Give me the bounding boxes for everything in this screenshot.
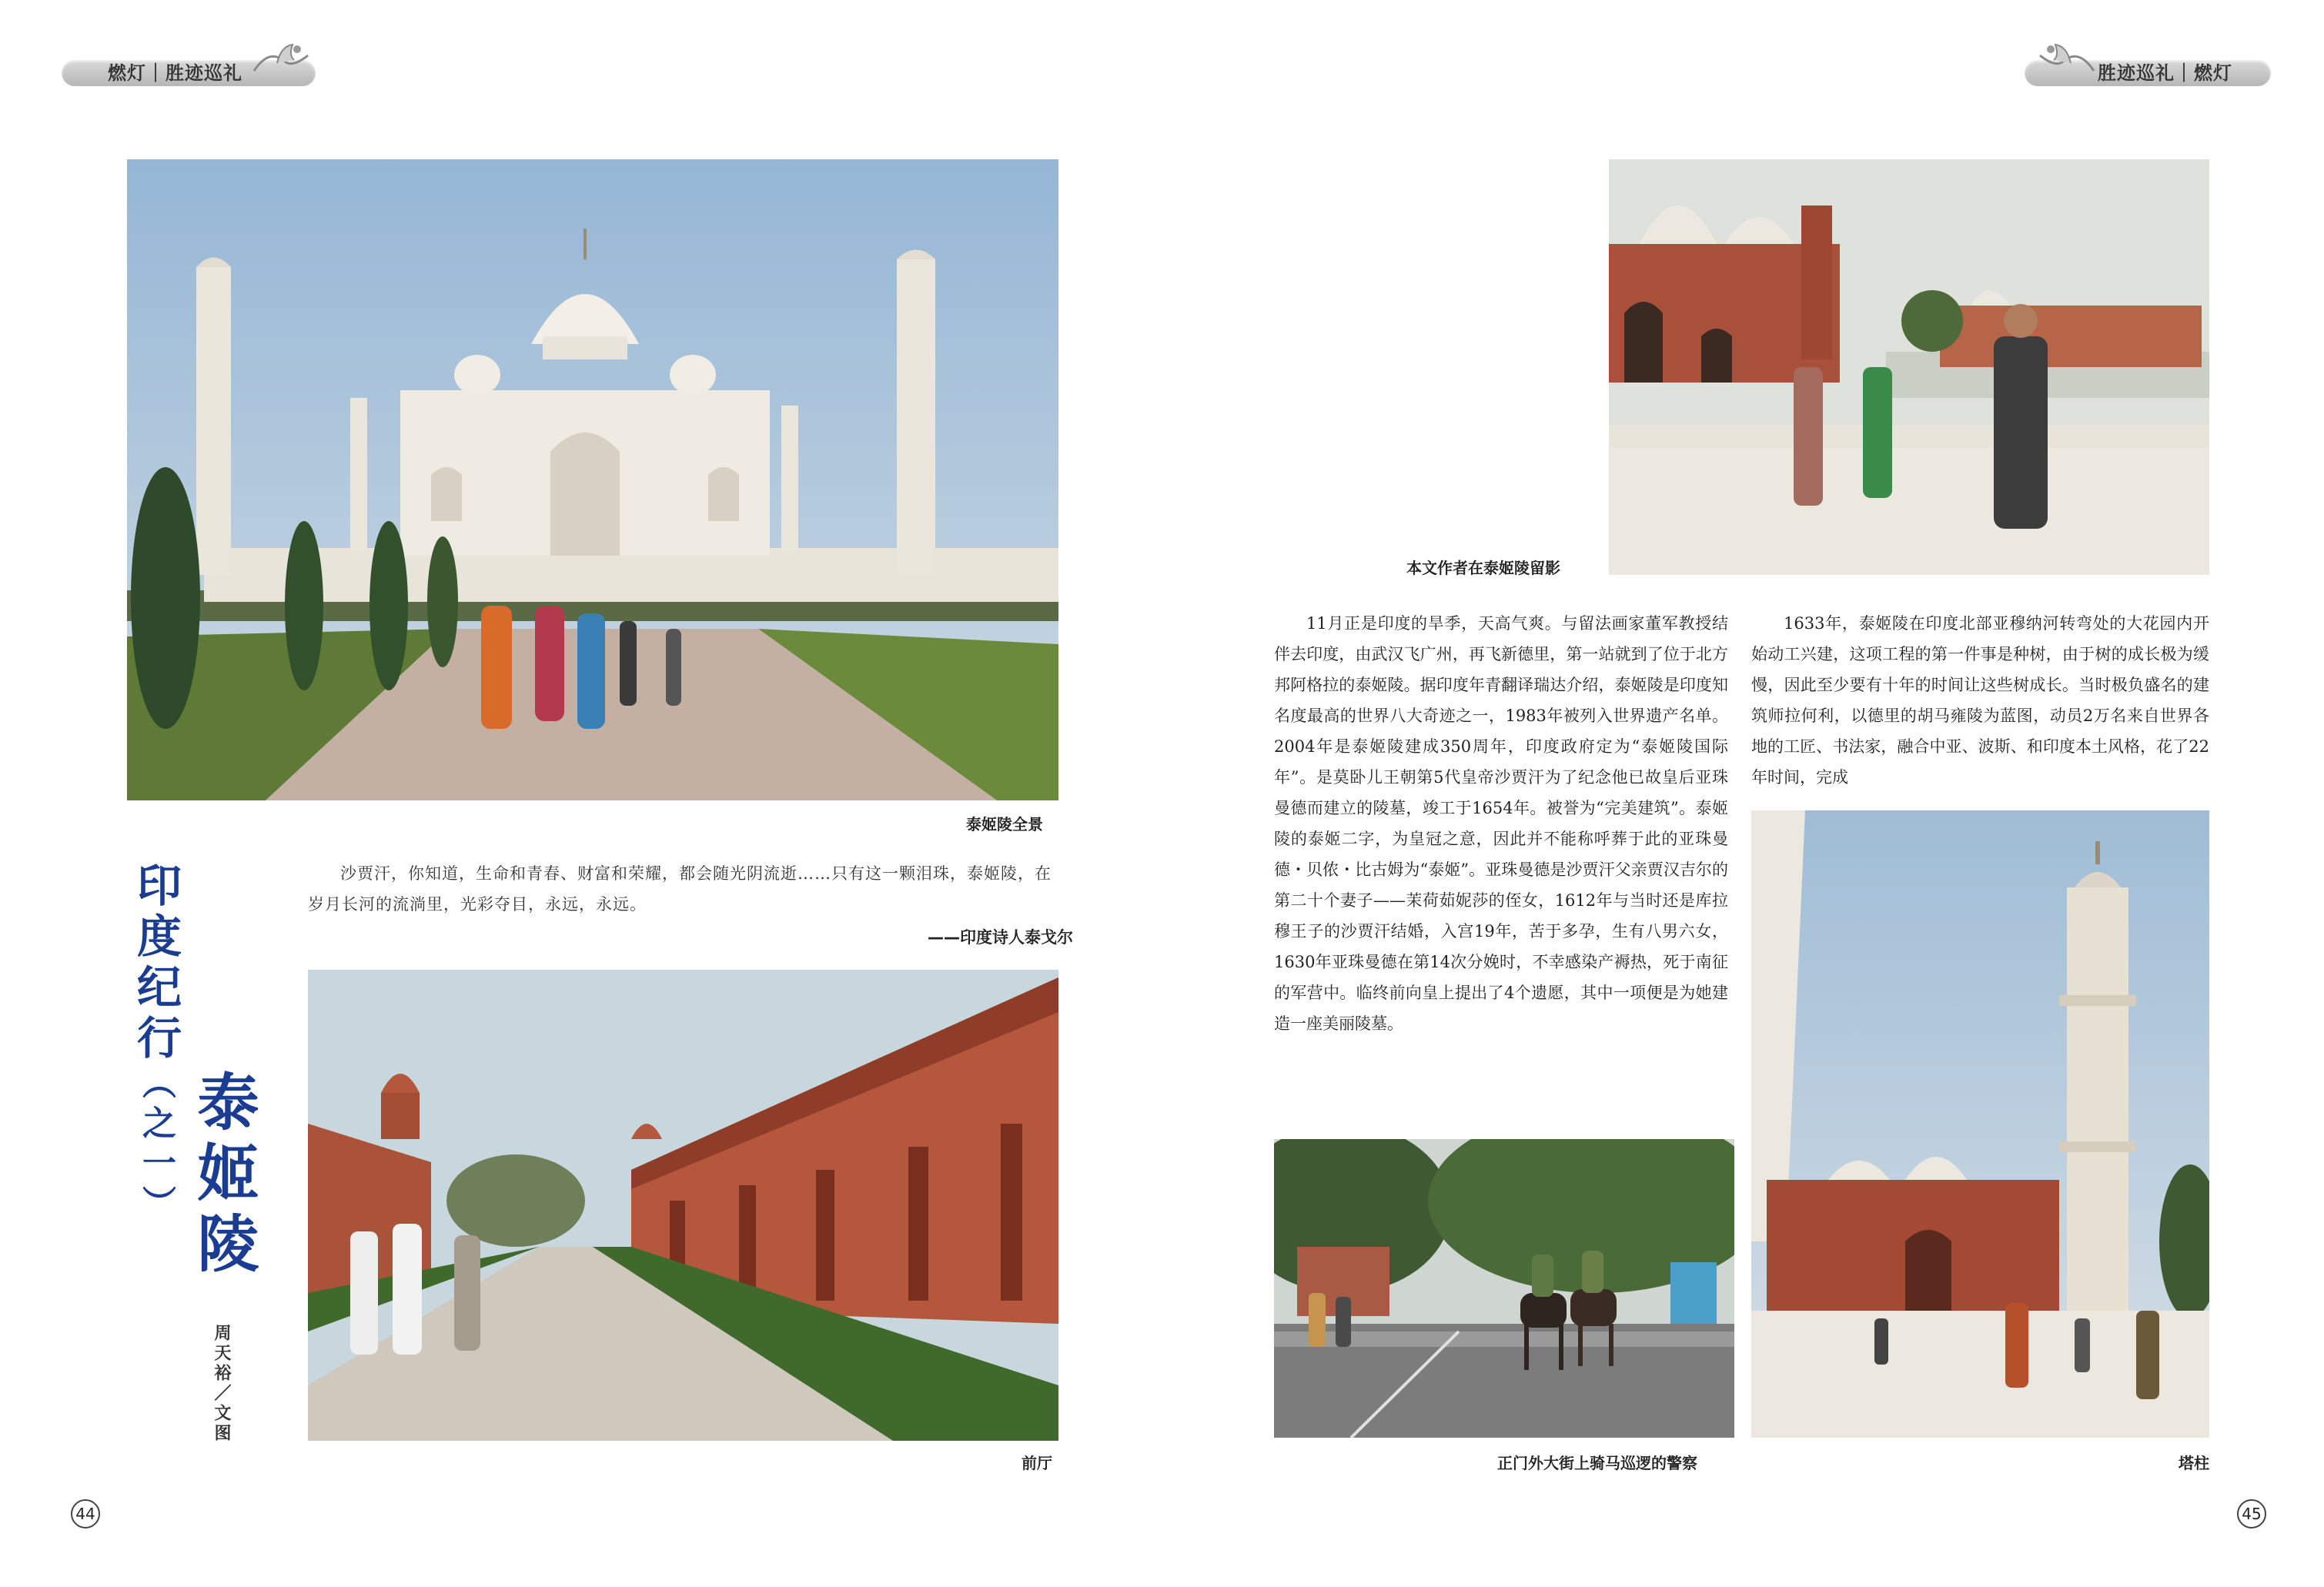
photo-caption: 本文作者在泰姬陵留影 [1406, 559, 1560, 577]
ornament-icon [2032, 40, 2102, 75]
photo-caption: 前厅 [1022, 1454, 1052, 1472]
page-number-right: 45 [2237, 1499, 2266, 1529]
series-part-text: （之一） [136, 1065, 176, 1225]
quote-attribution: ——印度诗人泰戈尔 [928, 928, 1073, 947]
left-header-tab [62, 40, 316, 89]
article-column-1: 11月正是印度的旱季，天高气爽。与留法画家董军教授结伴去印度，由武汉飞广州，再飞新德里，第一站就到了位于北方邦阿格拉的泰姬陵。据印度年青翻译瑞达介绍，泰姬陵是印度知名度最高的世界八大奇迹之一，1983年被列入世界遗产名单。2004年是泰姬陵建成350周年，印度政府定为“泰姬陵国际年”。是莫卧儿王朝第5代皇帝沙贾汗为了纪念他已故皇后亚珠曼德而建立的陵墓，竣工于1654年。被誉为“完美建筑”。泰姬陵的泰姬二字，为皇冠之意，因此并不能称呼葬于此的亚珠曼德・贝侬・比古姆为“泰姬”。亚珠曼德是沙贾汗父亲贾汉吉尔的第二十个妻子——茉荷茹妮莎的侄女，1612年与当时还是库拉穆王子的沙贾汗结婚，入宫19年，苦于多孕，生有八男六女，1630年亚珠曼德在第14次分娩时，不幸感染产褥热，死于南征的军营中。临终前向皇上提出了4个遗愿，其中一项便是为她建造一座美丽陵墓。 [1274, 614, 1728, 1033]
photo-caption: 塔柱 [2179, 1454, 2209, 1472]
page-title: 泰姬陵 [187, 1070, 259, 1282]
photo-caption: 正门外大街上骑马巡逻的警察 [1497, 1454, 1697, 1472]
left-header-label: 燃灯｜胜迹巡礼 [108, 62, 242, 84]
byline: 周天裕／文图 [212, 1324, 231, 1444]
series-title-text: 印度纪行 [129, 862, 182, 1065]
photo-caption: 泰姬陵全景 [966, 815, 1043, 834]
page-number-left: 44 [71, 1499, 100, 1529]
author-photo [1609, 159, 2209, 575]
forecourt-photo [308, 970, 1058, 1441]
ornament-icon [246, 40, 316, 75]
right-header-tab [2025, 40, 2271, 89]
minaret-photo [1751, 810, 2209, 1438]
taj-mahal-photo [127, 159, 1058, 800]
right-header-label: 胜迹巡礼｜燃灯 [2098, 62, 2232, 84]
mounted-police-photo [1274, 1139, 1734, 1438]
tagore-quote: 沙贾汗，你知道，生命和青春、财富和荣耀，都会随光阴流逝……只有这一颗泪珠，泰姬陵，在岁月长河的流淌里，光彩夺目，永远，永远。 [308, 864, 1052, 914]
article-column-2: 1633年，泰姬陵在印度北部亚穆纳河转弯处的大花园内开始动工兴建，这项工程的第一件事是种树，由于树的成长极为缓慢，因此至少要有十年的时间让这些树成长。当时极负盛名的建筑师拉何利，以德里的胡马雍陵为蓝图，动员2万名来自世界各地的工匠、书法家，融合中亚、波斯、和印度本土风格，花了22年时间，完成 [1751, 614, 2209, 787]
